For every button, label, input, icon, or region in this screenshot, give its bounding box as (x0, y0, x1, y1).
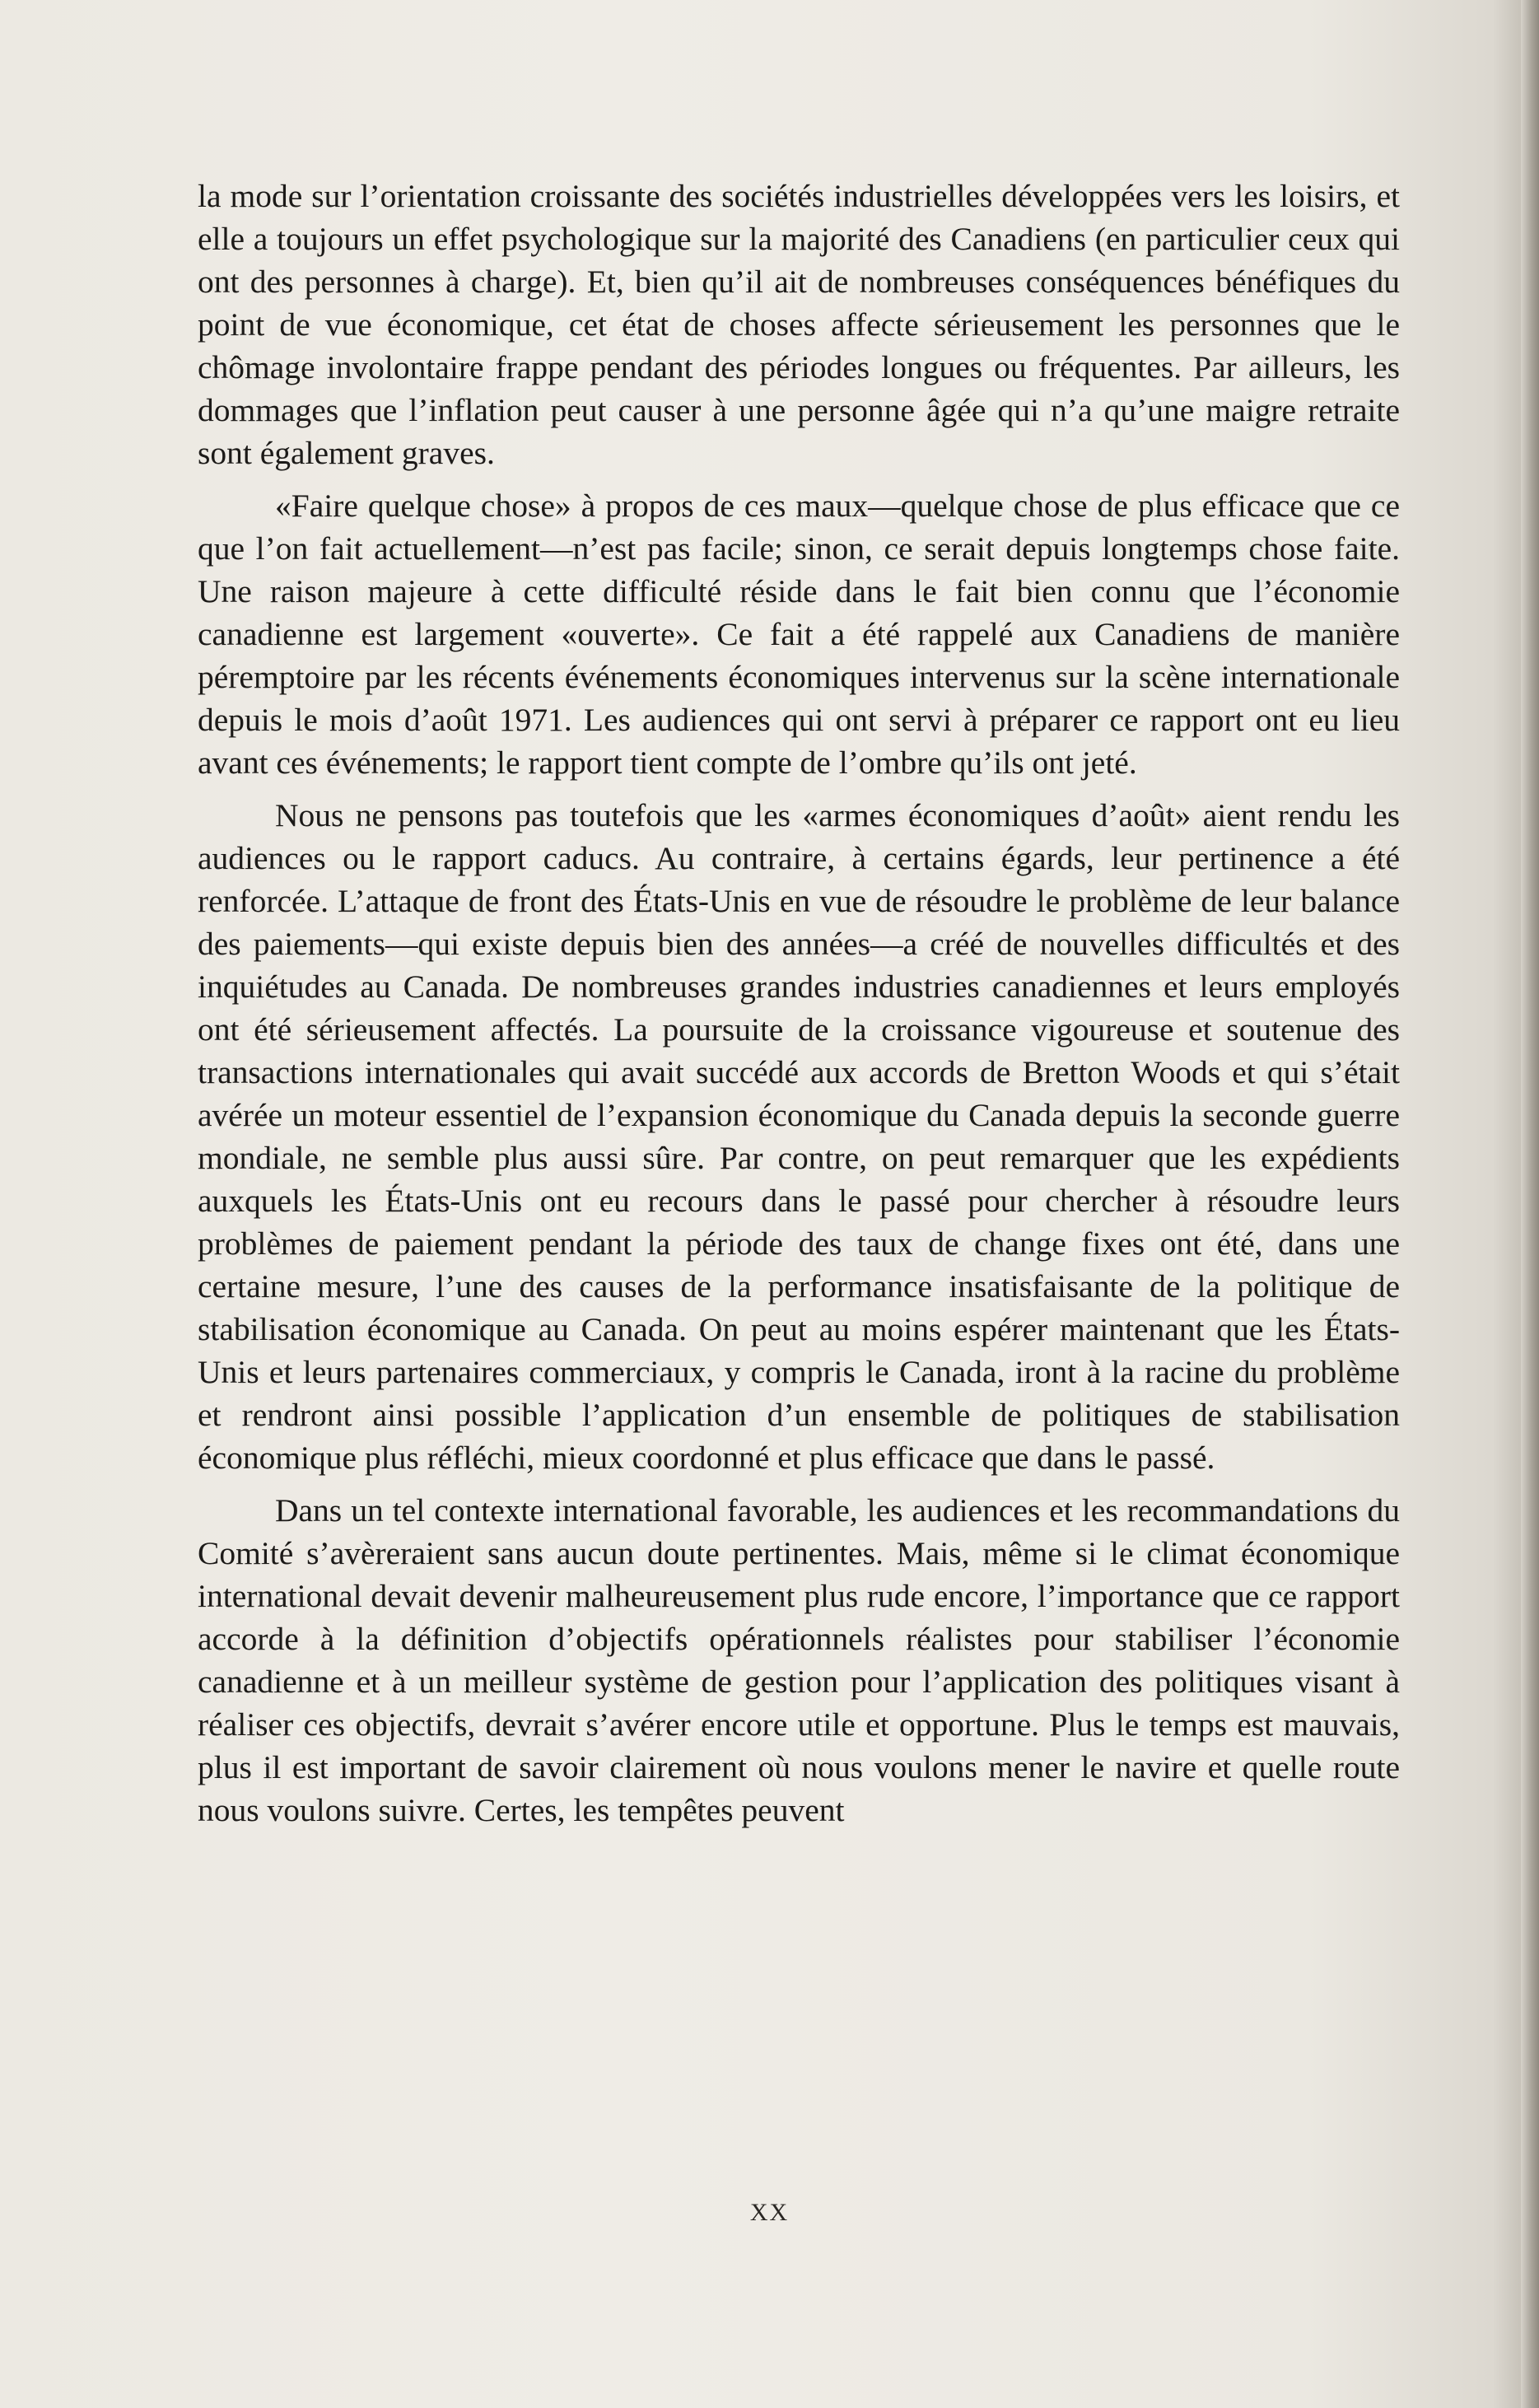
paragraph-2: «Faire quelque chose» à propos de ces maux—quelque chose de plus efficace que ce que l’on fait actuellement—n’est pas facile; sinon, ce serait depuis longtemps chose faite. Une raison majeure à cette difficulté réside dans le fait bien connu que l’économie canadienne est largement «ouverte». Ce fait a été rappelé aux Canadiens de manière péremptoire par les récents événements économiques intervenus sur la scène internationale depuis le mois d’août 1971. Les audiences qui ont servi à préparer ce rapport ont eu lieu avant ces événements; le rapport tient compte de l’ombre qu’ils ont jeté. (198, 488, 1400, 781)
paragraph-4: Dans un tel contexte international favorable, les audiences et les recommandations du Comité s’avèreraient sans aucun doute pertinentes. Mais, même si le climat économique international devait devenir malheureusement plus rude encore, l’importance que ce rapport accorde à la définition d’objectifs opérationnels réalistes pour stabiliser l’économie canadienne et à un meilleur système de gestion pour l’application des politiques visant à réaliser ces objectifs, devrait s’avérer encore utile et opportune. Plus le temps est mauvais, plus il est important de savoir clairement où nous voulons mener le navire et quelle route nous voulons suivre. Certes, les tempêtes peuvent (198, 1492, 1400, 1828)
page-number: XX (749, 2199, 790, 2226)
body-text (198, 175, 1400, 1841)
page-edge-shadow (1521, 0, 1539, 2408)
paragraph-1: la mode sur l’orientation croissante des sociétés industrielles développées vers les loisirs, et elle a toujours un effet psychologique sur la majorité des Canadiens (en particulier ceux qui ont des personnes à charge). Et, bien qu’il ait de nombreuses conséquences bénéfiques du point de vue économique, cet état de choses affecte sérieusement les personnes que le chômage involontaire frappe pendant des périodes longues ou fréquentes. Par ailleurs, les dommages que l’inflation peut causer à une personne âgée qui n’a qu’une maigre retraite sont également graves. (198, 178, 1400, 471)
paragraph-3: Nous ne pensons pas toutefois que les «armes économiques d’août» aient rendu les audiences ou le rapport caducs. Au contraire, à certains égards, leur pertinence a été renforcée. L’attaque de front des États-Unis en vue de résoudre le problème de leur balance des paiements—qui existe depuis bien des années—a créé de nouvelles difficultés et des inquiétudes au Canada. De nombreuses grandes industries canadiennes et leurs employés ont été sérieusement affectés. La poursuite de la croissance vigoureuse et soutenue des transactions internationales qui avait succédé aux accords de Bretton Woods et qui s’était avérée un moteur essentiel de l’expansion économique du Canada depuis la seconde guerre mondiale, ne semble plus aussi sûre. Par contre, on peut remarquer que les expédients auxquels les États-Unis ont eu recours dans le passé pour chercher à résoudre leurs problèmes de paiement pendant la période des taux de change fixes ont été, dans une certaine mesure, l’une des causes de la performance insatisfaisante de la politique de stabilisation économique au Canada. On peut au moins espérer maintenant que les États-Unis et leurs partenaires commerciaux, y compris le Canada, iront à la racine du problème et rendront ainsi possible l’application d’un ensemble de politiques de stabilisation économique plus réfléchi, mieux coordonné et plus efficace que dans le passé. (198, 797, 1400, 1476)
